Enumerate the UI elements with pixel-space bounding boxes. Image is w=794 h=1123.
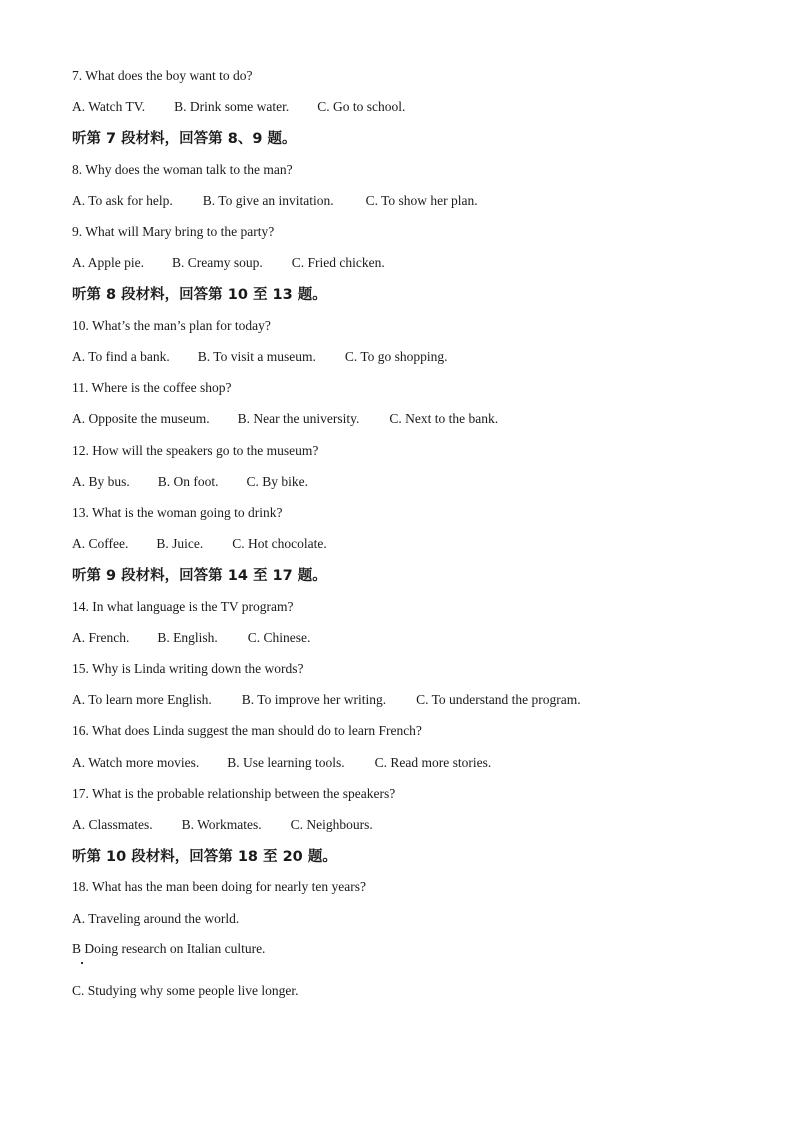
answer-option: C. To go shopping. <box>344 349 448 364</box>
answer-option: B. Near the university. <box>237 411 360 426</box>
answer-option: C. Neighbours. <box>290 817 373 832</box>
answer-option: B. To give an invitation. <box>202 193 334 208</box>
answer-option: C. To show her plan. <box>365 193 478 208</box>
answer-option: B. On foot. <box>157 474 219 489</box>
answer-option: B. To visit a museum. <box>197 349 316 364</box>
section-heading: 听第 7 段材料，回答第 8、9 题。 <box>72 131 297 147</box>
answer-options <box>72 629 310 647</box>
answer-option: A. Coffee. <box>72 536 129 551</box>
answer-option: A. Watch more movies. <box>72 755 200 770</box>
answer-option: A. Watch TV. <box>72 99 146 114</box>
stray-mark <box>81 962 83 964</box>
answer-option: B. Juice. <box>156 536 204 551</box>
question-text: 7. What does the boy want to do? <box>72 68 253 83</box>
question-text: 13. What is the woman going to drink? <box>72 505 283 520</box>
answer-option: B. Creamy soup. <box>172 255 263 270</box>
answer-option: C. Hot chocolate. <box>232 536 327 551</box>
answer-option: A. Opposite the museum. <box>72 411 210 426</box>
answer-option: C. Read more stories. <box>374 755 492 770</box>
section-heading: 听第 9 段材料，回答第 14 至 17 题。 <box>72 568 327 584</box>
answer-option: A. Classmates. <box>72 817 153 832</box>
answer-option: A. To find a bank. <box>72 349 170 364</box>
question-text: 18. What has the man been doing for nearly ten years? <box>72 879 367 894</box>
question-text: 11. Where is the coffee shop? <box>72 380 232 395</box>
question-text: 8. Why does the woman talk to the man? <box>72 162 293 177</box>
question-text: A. Traveling around the world. <box>72 911 240 926</box>
answer-option: A. To ask for help. <box>72 193 173 208</box>
answer-option: B. Drink some water. <box>174 99 290 114</box>
answer-options <box>72 98 405 116</box>
answer-option: B. Use learning tools. <box>227 755 345 770</box>
question-text: 10. What’s the man’s plan for today? <box>72 318 271 333</box>
answer-options <box>72 816 373 834</box>
answer-option: A. Apple pie. <box>72 255 144 270</box>
question-text: 17. What is the probable relationship between the speakers? <box>72 786 396 801</box>
answer-option: B. To improve her writing. <box>241 692 387 707</box>
question-text: 15. Why is Linda writing down the words? <box>72 661 304 676</box>
question-text: C. Studying why some people live longer. <box>72 983 299 998</box>
question-text: 9. What will Mary bring to the party? <box>72 224 275 239</box>
answer-options <box>72 754 491 772</box>
answer-options <box>72 192 478 210</box>
answer-options <box>72 348 448 366</box>
answer-option: C. To understand the program. <box>416 692 581 707</box>
answer-option: B. Workmates. <box>181 817 262 832</box>
answer-options <box>72 473 308 491</box>
answer-option: C. Chinese. <box>247 630 311 645</box>
answer-options <box>72 535 327 553</box>
section-heading: 听第 10 段材料，回答第 18 至 20 题。 <box>72 849 337 865</box>
answer-option: C. Fried chicken. <box>291 255 385 270</box>
question-text: 16. What does Linda suggest the man should do to learn French? <box>72 723 422 738</box>
question-text: B Doing research on Italian culture. <box>72 941 266 956</box>
answer-option: A. French. <box>72 630 130 645</box>
answer-option: C. Go to school. <box>317 99 406 114</box>
answer-option: C. By bike. <box>246 474 309 489</box>
answer-option: C. Next to the bank. <box>389 411 499 426</box>
question-text: 14. In what language is the TV program? <box>72 599 294 614</box>
answer-option: A. To learn more English. <box>72 692 212 707</box>
section-heading: 听第 8 段材料，回答第 10 至 13 题。 <box>72 287 327 303</box>
answer-option: B. English. <box>157 630 218 645</box>
answer-options <box>72 254 385 272</box>
question-text: 12. How will the speakers go to the museum? <box>72 443 319 458</box>
answer-option: A. By bus. <box>72 474 130 489</box>
answer-options <box>72 691 581 709</box>
answer-options <box>72 410 498 428</box>
